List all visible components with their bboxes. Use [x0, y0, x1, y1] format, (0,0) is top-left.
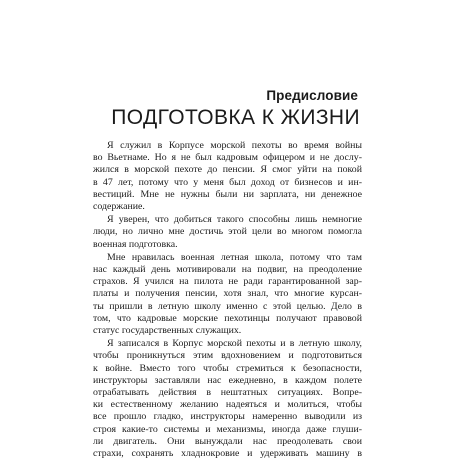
text-line: ли двигатель. Они вынуждали нас преодолевать свои [93, 435, 362, 447]
chapter-title: ПОДГОТОВКА К ЖИЗНИ [111, 106, 360, 129]
text-line: статус государственных служащих. [93, 325, 242, 337]
text-line: строя какие-то системы и механизмы, иногда даже глуши- [93, 423, 362, 435]
text-line: жился в морской пехоте до пенсии. Я смог уйти на покой [93, 164, 362, 176]
text-line: ки естественному желанию надеяться и молиться, чтобы [93, 399, 362, 411]
text-line: Я записался в Корпус морской пехоты и в летную школу, [107, 338, 362, 350]
text-line: том, что кадровые морские пехотинцы получают правовой [93, 312, 362, 324]
text-line: в 47 лет, потому что у меня был доход от бизнесов и ин- [93, 176, 362, 188]
chapter-kicker: Предисловие [266, 88, 358, 103]
text-line: нас каждый день мотивировали на подвиг, на преодоление [93, 264, 362, 276]
text-line: военная подготовка. [93, 238, 178, 250]
text-line: вестиций. Мне не нужны были ни зарплата, ни денежное [93, 188, 362, 200]
paragraph [93, 252, 362, 337]
text-line: страхов. Я учился на пилота не ради гарантированной зар- [93, 276, 362, 288]
paragraph [93, 140, 362, 213]
text-line: все прошло гладко, инструкторы намеренно выводили из [93, 411, 362, 423]
text-line: Я служил в Корпусе морской пехоты во время войны [107, 140, 362, 151]
text-line: во Вьетнаме. Но я не был кадровым офицером и не дослу- [93, 152, 362, 164]
text-line: инструкторы заставляли нас ежедневно, в каждом полете [93, 374, 362, 386]
text-line: платы и получения пенсии, хотя знал, что многие курсан- [93, 288, 362, 300]
text-line: Мне нравилась военная летная школа, потому что там [107, 251, 362, 263]
body-text [93, 140, 362, 461]
paragraph [93, 214, 362, 251]
text-line: люди, но лично мне достичь этой цели во многом помогла [93, 226, 362, 238]
text-line: содержание. [93, 201, 145, 213]
text-line: ты пришли в летную школу именно с этой целью. Дело в [93, 300, 362, 312]
text-line: чтобы проникнуться этим вдохновением и подготовиться [93, 350, 362, 362]
text-line: к войне. Вместо того чтобы стремиться к безопасности, [93, 362, 362, 374]
text-line: Я уверен, что добиться такого способны лишь немногие [107, 214, 362, 226]
text-line: отрабатывать действия в нештатных ситуациях. Вопре- [93, 387, 362, 399]
text-line: страхи, сохранять хладнокровие и удерживать машину в [93, 448, 362, 460]
paragraph [93, 338, 362, 460]
